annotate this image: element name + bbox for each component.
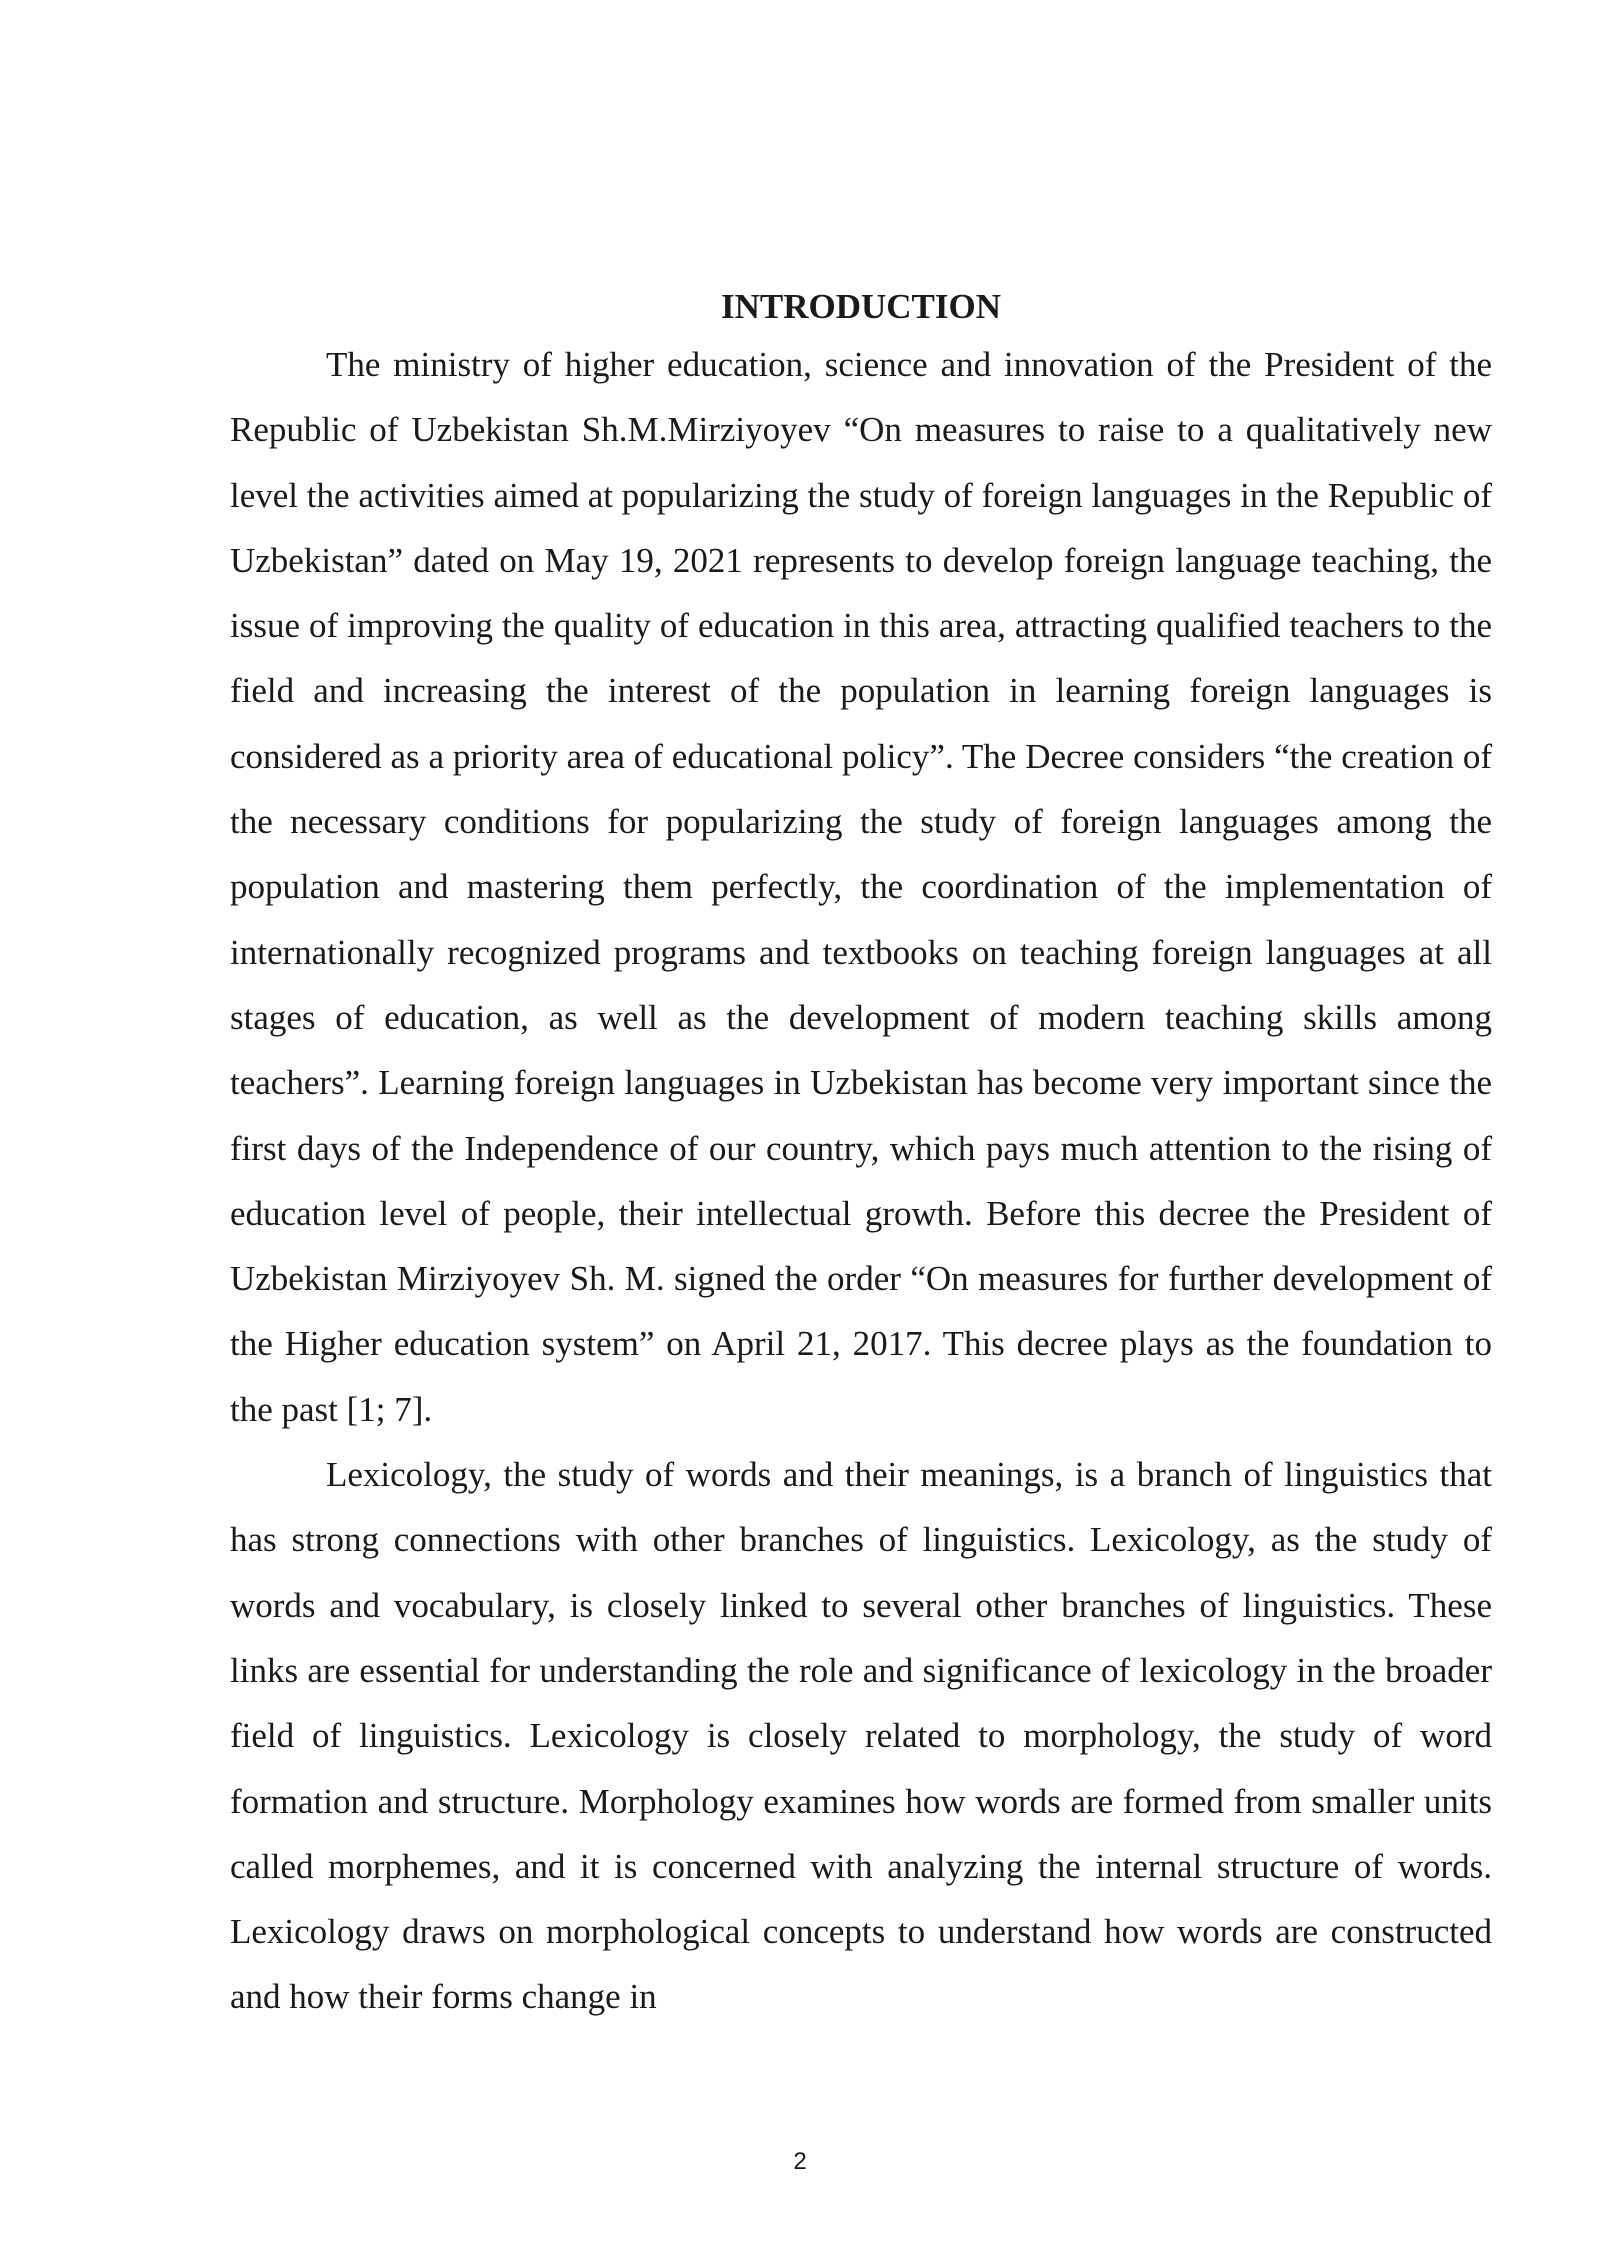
paragraph-lexicology: Lexicology, the study of words and their meanings, is a branch of linguistics that has strong connections with other branches of linguistics. Lexicology, as the study of words and vocabulary, is closely linked to several other branches of linguistics. These links are essential for understanding the role and significance of lexicology in the broader field of linguistics. Lexicology is closely related to morphology, the study of word formation and structure. Morphology examines how words are formed from smaller units called morphemes, and it is concerned with analyzing the internal structure of words. Lexicology draws on morphological concepts to understand how words are constructed and how their forms change in bbox=[230, 1455, 1492, 2017]
section-title: INTRODUCTION bbox=[720, 287, 1002, 326]
page-content bbox=[230, 282, 1492, 2030]
paragraph-decree: The ministry of higher education, science and innovation of the President of the Republic of Uzbekistan Sh.M.Mirziyoyev “On measures to raise to a qualitatively new level the activities aimed at popularizing the study of foreign languages in the Republic of Uzbekistan” dated on May 19, 2021 represents to develop foreign language teaching, the issue of improving the quality of education in this area, attracting qualified teachers to the field and increasing the interest of the population in learning foreign languages is considered as a priority area of educational policy”. The Decree considers “the creation of the necessary conditions for popularizing the study of foreign languages among the population and mastering them perfectly, the coordination of the implementation of internationally recognized programs and textbooks on teaching foreign languages at all stages of education, as well as the development of modern teaching skills among teachers”. Learning foreign languages in Uzbekistan has become very important since the first days of the Independence of our country, which pays much attention to the rising of education level of people, their intellectual growth. Before this decree the President of Uzbekistan Mirziyoyev Sh. M. signed the order “On measures for further development of the Higher education system” on April 21, 2017. This decree plays as the foundation to the past [1; 7]. bbox=[230, 345, 1492, 1429]
page-number: 2 bbox=[793, 2148, 807, 2175]
